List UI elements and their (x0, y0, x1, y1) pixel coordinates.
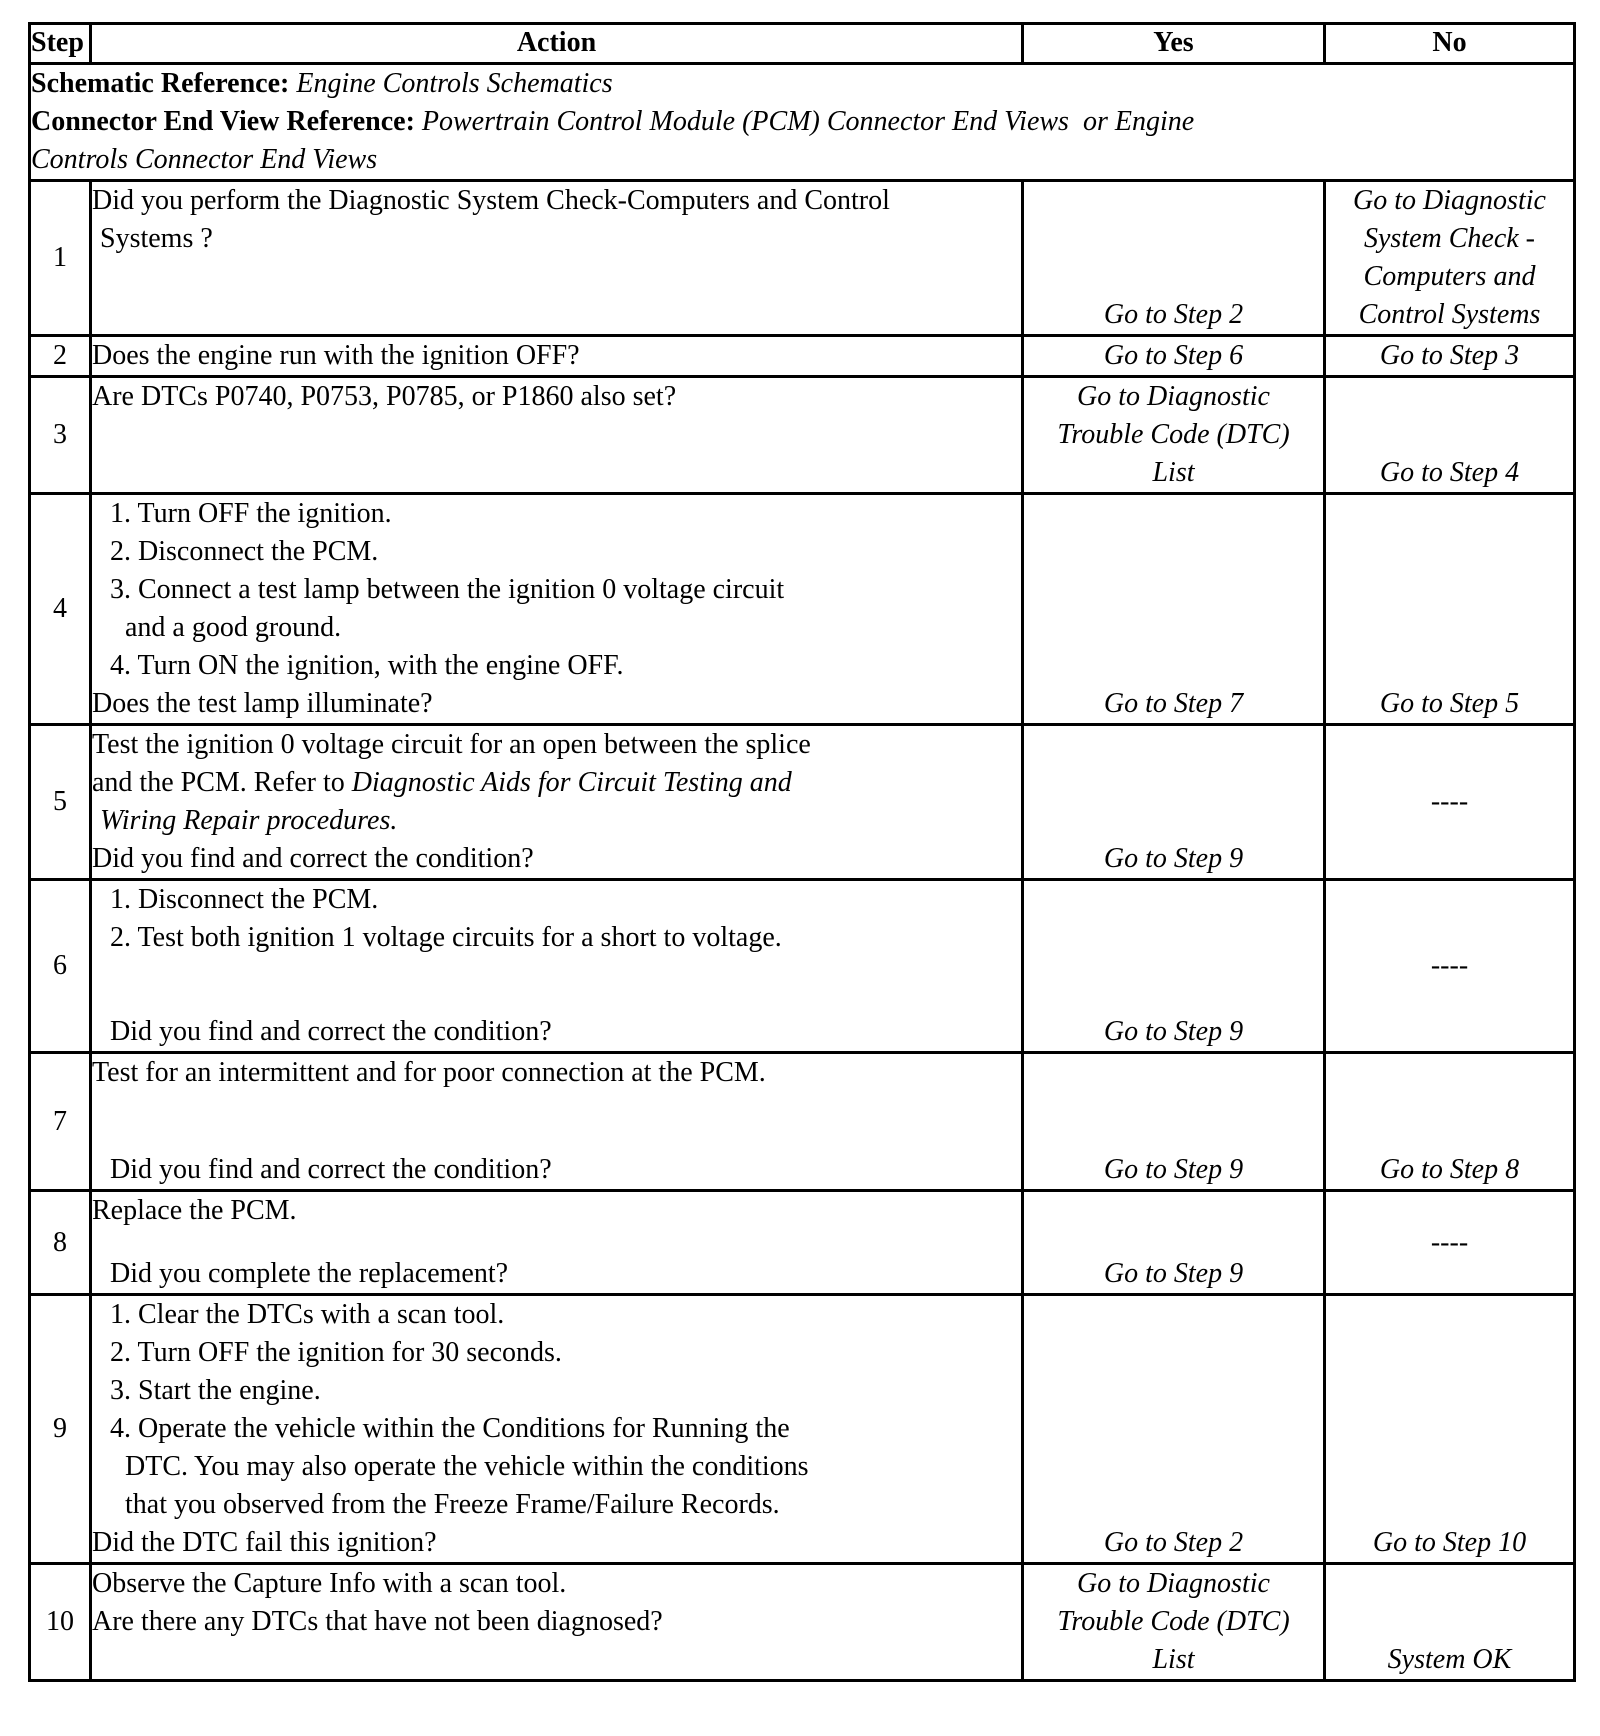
action-cell (91, 494, 1023, 725)
header-action: Action (91, 24, 1023, 64)
yes-cell (1023, 181, 1325, 336)
no-text: ---- (1430, 950, 1469, 981)
no-text: Go to Step 5 (1379, 688, 1520, 719)
yes-cell (1023, 725, 1325, 880)
action-question: Does the test lamp illuminate? (92, 688, 433, 719)
action-cell (91, 1053, 1023, 1191)
yes-cell (1023, 1191, 1325, 1295)
action-cell (91, 181, 1023, 336)
action-cell (91, 336, 1023, 377)
action-list-item: that you observed from the Freeze Frame/Failure Records. (125, 1489, 780, 1520)
no-cell (1325, 336, 1575, 377)
reference-row (30, 64, 1575, 181)
yes-cell (1023, 336, 1325, 377)
no-text: System Check - (1363, 223, 1536, 254)
step-number: 1 (30, 181, 91, 336)
action-list-item: 2. Test both ignition 1 voltage circuits for a short to voltage. (110, 922, 782, 953)
action-italic: Wiring Repair procedures. (100, 805, 398, 836)
yes-text: Trouble Code (DTC) (1057, 1606, 1290, 1637)
table-row (30, 494, 1575, 725)
action-list-item: 3. Start the engine. (110, 1375, 321, 1406)
action-line: Test the ignition 0 voltage circuit for an open between the splice (92, 729, 811, 760)
action-list-item: 4. Turn ON the ignition, with the engine OFF. (110, 650, 624, 681)
yes-text: Go to Step 2 (1103, 1527, 1244, 1558)
table-row (30, 181, 1575, 336)
no-cell (1325, 494, 1575, 725)
action-question: Did the DTC fail this ignition? (92, 1527, 437, 1558)
connector-or: or (1082, 106, 1108, 137)
connector-value-a: Powertrain Control Module (PCM) Connector End Views (421, 106, 1069, 137)
action-list-item: 1. Turn OFF the ignition. (110, 498, 392, 529)
table-row (30, 336, 1575, 377)
no-text: Go to Step 8 (1379, 1154, 1520, 1185)
yes-text: Go to Step 9 (1103, 1016, 1244, 1047)
no-cell (1325, 1295, 1575, 1564)
step-number: 9 (30, 1295, 91, 1564)
step-number: 6 (30, 880, 91, 1053)
no-cell (1325, 1053, 1575, 1191)
step-number: 5 (30, 725, 91, 880)
action-cell (91, 725, 1023, 880)
yes-text: Go to Diagnostic (1077, 1568, 1270, 1599)
action-list-item: 2. Turn OFF the ignition for 30 seconds. (110, 1337, 562, 1368)
action-question: Did you complete the replacement? (110, 1258, 509, 1289)
action-cell (91, 1191, 1023, 1295)
connector-label: Connector End View Reference: (31, 106, 415, 137)
no-text: System OK (1387, 1644, 1512, 1675)
action-line: Replace the PCM. (92, 1195, 297, 1226)
schematic-label: Schematic Reference: (31, 68, 290, 99)
action-italic: Diagnostic Aids for Circuit Testing and (351, 767, 792, 798)
no-text: ---- (1430, 1226, 1469, 1258)
action-list-item: 4. Operate the vehicle within the Conditions for Running the (110, 1413, 790, 1444)
no-text: Go to Step 4 (1379, 457, 1520, 488)
action-line: Did you perform the Diagnostic System Check-Computers and Control (92, 185, 890, 216)
yes-text: Go to Step 6 (1103, 340, 1244, 371)
action-line: Are DTCs P0740, P0753, P0785, or P1860 also set? (92, 381, 677, 412)
table-row (30, 1191, 1575, 1295)
action-list-item: 2. Disconnect the PCM. (110, 536, 379, 567)
no-cell (1325, 1191, 1575, 1295)
header-step: Step (30, 24, 91, 64)
yes-cell (1023, 377, 1325, 494)
header-row (30, 24, 1575, 64)
action-question: Did you find and correct the condition? (110, 1154, 552, 1185)
action-line: Test for an intermittent and for poor connection at the PCM. (92, 1057, 766, 1088)
yes-text: Go to Diagnostic (1077, 381, 1270, 412)
step-number: 7 (30, 1053, 91, 1191)
action-question: Did you find and correct the condition? (92, 843, 534, 874)
no-text: Go to Step 3 (1379, 340, 1520, 371)
diagnostic-table (28, 22, 1576, 1682)
table-row (30, 1564, 1575, 1681)
yes-text: List (1152, 457, 1195, 488)
connector-value-b: Engine (1114, 106, 1195, 137)
yes-cell (1023, 1564, 1325, 1681)
action-line: Are there any DTCs that have not been diagnosed? (92, 1606, 663, 1637)
yes-text: List (1152, 1644, 1195, 1675)
action-cell (91, 1295, 1023, 1564)
yes-text: Go to Step 9 (1103, 843, 1244, 874)
action-line: Observe the Capture Info with a scan tool. (92, 1568, 567, 1599)
action-line: Does the engine run with the ignition OFF? (92, 340, 580, 371)
yes-cell (1023, 494, 1325, 725)
action-line: Systems ? (100, 223, 213, 254)
header-no: No (1325, 24, 1575, 64)
table-row (30, 880, 1575, 1053)
table-row (30, 377, 1575, 494)
action-list-item: 3. Connect a test lamp between the ignition 0 voltage circuit (110, 574, 785, 605)
yes-text: Go to Step 9 (1103, 1154, 1244, 1185)
no-text: Go to Step 10 (1372, 1527, 1527, 1558)
yes-text: Go to Step 9 (1103, 1258, 1244, 1289)
table-row (30, 1053, 1575, 1191)
action-list-item: DTC. You may also operate the vehicle within the conditions (125, 1451, 809, 1482)
yes-text: Trouble Code (DTC) (1057, 419, 1290, 450)
no-text: ---- (1430, 786, 1469, 817)
yes-text: Go to Step 7 (1103, 688, 1244, 719)
no-cell (1325, 377, 1575, 494)
step-number: 4 (30, 494, 91, 725)
yes-text: Go to Step 2 (1103, 299, 1244, 330)
header-yes: Yes (1023, 24, 1325, 64)
table-row (30, 725, 1575, 880)
no-text: Control Systems (1358, 299, 1541, 330)
action-list-item: 1. Disconnect the PCM. (110, 884, 379, 915)
no-text: Computers and (1363, 261, 1536, 292)
no-cell (1325, 880, 1575, 1053)
no-cell (1325, 1564, 1575, 1681)
yes-cell (1023, 1295, 1325, 1564)
schematic-value: Engine Controls Schematics (296, 68, 613, 99)
action-question: Did you find and correct the condition? (110, 1016, 552, 1047)
action-cell (91, 880, 1023, 1053)
no-cell (1325, 181, 1575, 336)
step-number: 8 (30, 1191, 91, 1295)
action-list-item: and a good ground. (125, 612, 342, 643)
step-number: 10 (30, 1564, 91, 1681)
action-list-item: 1. Clear the DTCs with a scan tool. (110, 1299, 505, 1330)
step-number: 3 (30, 377, 91, 494)
yes-cell (1023, 880, 1325, 1053)
no-cell (1325, 725, 1575, 880)
reference-cell (30, 64, 1575, 181)
action-cell (91, 377, 1023, 494)
action-cell (91, 1564, 1023, 1681)
connector-value-c: Controls Connector End Views (31, 144, 378, 175)
step-number: 2 (30, 336, 91, 377)
action-line: and the PCM. Refer to (92, 767, 345, 798)
no-text: Go to Diagnostic (1353, 185, 1546, 216)
yes-cell (1023, 1053, 1325, 1191)
table-row (30, 1295, 1575, 1564)
